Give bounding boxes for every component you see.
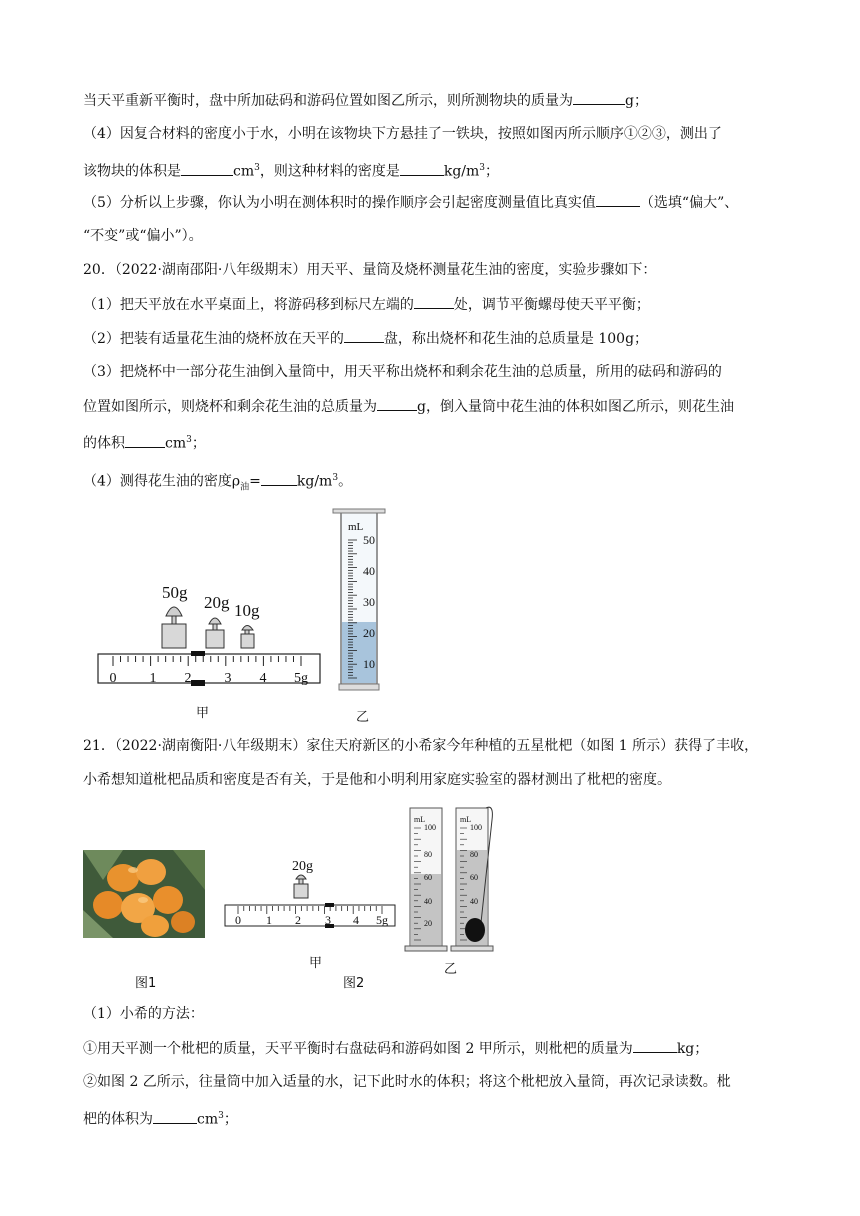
text-line	[83, 468, 352, 497]
answer-blank	[596, 192, 640, 207]
text: cm	[165, 435, 187, 452]
answer-blank	[181, 161, 233, 176]
weight-10g	[241, 626, 254, 649]
text: cm	[197, 1111, 219, 1128]
cylinder-label: 60	[424, 873, 432, 882]
text-line	[83, 294, 650, 315]
weight-50g	[162, 607, 186, 648]
subscript: 油	[240, 482, 250, 493]
scale-label: 4	[353, 913, 359, 927]
cylinder-label: 40	[470, 897, 478, 906]
scale-label: 0	[109, 671, 117, 686]
figure-caption: 图2	[343, 976, 365, 991]
figure-caption: 图1	[135, 976, 157, 991]
figure-caption: 甲	[309, 956, 323, 971]
text: （2）把装有适量花生油的烧杯放在天平的	[83, 331, 344, 347]
text: ；	[485, 163, 500, 180]
weight-20g	[294, 875, 308, 898]
superscript: 3	[479, 163, 486, 173]
figure2-cylinders	[400, 800, 500, 955]
text: （4）因复合材料的密度小于水，小明在该物块下方悬挂了一铁块，按照如图丙所示顺序①②③，测出了	[83, 126, 722, 142]
text: 21．（2022·湖南衡阳·八年级期末）家住天府新区的小希家今年种植的五星枇杷（如图 1 所示）获得了丰收，	[83, 738, 759, 754]
text: （3）把烧杯中一部分花生油倒入量筒中，用天平称出烧杯和剩余花生油的总质量，所用的砝码和游码的	[83, 364, 722, 380]
text: 位置如图所示，则烧杯和剩余花生油的总质量为	[83, 399, 377, 415]
cylinder-rim	[333, 509, 385, 513]
rider-scale	[225, 905, 395, 926]
scale-label: 2	[184, 671, 192, 686]
answer-blank	[573, 90, 625, 105]
text: g，倒入量筒中花生油的体积如图乙所示，则花生油	[417, 399, 734, 415]
answer-blank	[414, 294, 454, 309]
answer-blank	[400, 161, 444, 176]
scale-label: 2	[295, 913, 301, 927]
text: ，则这种材料的密度是	[259, 163, 400, 180]
question-21	[83, 736, 758, 756]
text-line	[83, 124, 722, 144]
answer-blank	[153, 1109, 197, 1124]
cylinder-base	[405, 946, 447, 951]
answer-blank	[344, 328, 384, 343]
text: cm	[233, 163, 255, 180]
rider-scale	[98, 654, 320, 683]
text: 该物块的体积是	[83, 163, 181, 180]
answer-blank	[261, 471, 297, 486]
text-line	[83, 90, 648, 111]
cylinder-label: 20	[363, 626, 375, 640]
text: 20．（2022·湖南邵阳·八年级期末）用天平、量筒及烧杯测量花生油的密度，实验步骤如下：	[83, 262, 657, 278]
weight-20g	[206, 618, 224, 648]
text: “不变”或“偏小”）。	[83, 228, 203, 244]
cylinder-base	[339, 684, 379, 690]
text: 的体积	[83, 435, 125, 452]
text: （选填“偏大”、	[639, 195, 739, 211]
unit-label: mL	[460, 815, 472, 824]
scale-label: 1	[149, 671, 157, 686]
text: ①用天平测一个枇杷的质量，天平平衡时右盘砝码和游码如图 2 甲所示，则枇杷的质量为	[83, 1041, 633, 1057]
text-line	[83, 158, 499, 182]
loquat-submerged	[465, 918, 485, 942]
text: ；	[191, 435, 206, 452]
scale-label: 3	[325, 913, 331, 927]
scale-label: 0	[235, 913, 241, 927]
answer-blank	[125, 433, 165, 448]
rider	[191, 680, 205, 686]
rider	[191, 651, 205, 656]
text: ②如图 2 乙所示，往量筒中加入适量的水，记下此时水的体积；将这个枇杷放入量筒，再次记录读数。枇	[83, 1074, 731, 1090]
scale-label: 4	[259, 671, 267, 686]
cylinder-label: 10	[363, 657, 375, 671]
text: kg；	[676, 1041, 709, 1057]
cylinder-label: 40	[424, 897, 432, 906]
cylinder-label: 80	[424, 850, 432, 859]
cylinder-base	[451, 946, 493, 951]
text-line	[83, 1072, 731, 1092]
superscript: 3	[186, 435, 192, 445]
answer-blank	[633, 1038, 677, 1053]
superscript: 3	[218, 1111, 224, 1121]
text-line	[83, 362, 722, 382]
superscript: 3	[332, 473, 339, 483]
text: g；	[625, 93, 648, 109]
text: ；	[223, 1111, 238, 1128]
cylinder-label: 40	[363, 564, 375, 578]
scale-label: 1	[266, 913, 272, 927]
weight-label: 50g	[162, 583, 188, 602]
text: kg/m	[443, 163, 480, 180]
figure-caption: 甲	[196, 706, 210, 721]
text-line	[83, 1004, 204, 1024]
figure-caption: 乙	[444, 962, 458, 977]
figure-measuring-cylinder	[328, 500, 388, 700]
loquat-photo	[83, 850, 205, 938]
weight-label: 10g	[234, 601, 260, 620]
text-line	[83, 770, 671, 790]
unit-label: mL	[348, 521, 364, 533]
cylinder-label: 100	[424, 823, 436, 832]
question-20	[83, 260, 656, 280]
cylinder-label: 100	[470, 823, 482, 832]
scale-label: 5g	[294, 671, 308, 686]
text: 杷的体积为	[83, 1111, 153, 1128]
text: 小希想知道枇杷品质和密度是否有关，于是他和小明利用家庭实验室的器材测出了枇杷的密度。	[83, 772, 671, 788]
text-line	[83, 192, 738, 213]
text: 当天平重新平衡时，盘中所加砝码和游码位置如图乙所示，则所测物块的质量为	[83, 93, 573, 109]
figure2-balance-scale	[220, 850, 400, 940]
text: （4）测得花生油的密度ρ	[83, 473, 241, 490]
unit-label: mL	[414, 815, 426, 824]
text-line	[83, 430, 206, 454]
cylinder-label: 80	[470, 850, 478, 859]
text: 处，调节平衡螺母使天平平衡；	[453, 297, 650, 313]
text: 。	[338, 473, 353, 490]
water	[411, 874, 441, 947]
text: （5）分析以上步骤，你认为小明在测体积时的操作顺序会引起密度测量值比真实值	[83, 195, 596, 211]
cylinder-label: 60	[470, 873, 478, 882]
cylinder-label: 50	[363, 533, 375, 547]
text-line	[83, 1038, 708, 1059]
text: 盘，称出烧杯和花生油的总质量是 100g；	[383, 331, 649, 347]
text-line	[83, 396, 734, 417]
scale-label: 3	[224, 671, 232, 686]
text: （1）小希的方法：	[83, 1006, 204, 1022]
figure-caption: 乙	[356, 710, 370, 725]
text: （1）把天平放在水平桌面上，将游码移到标尺左端的	[83, 297, 414, 313]
cylinder-label: 20	[424, 919, 432, 928]
answer-blank	[377, 396, 417, 411]
cylinder-label: 30	[363, 595, 375, 609]
text: =	[249, 473, 261, 490]
text: kg/m	[296, 473, 333, 490]
weight-label: 20g	[204, 593, 230, 612]
text-line	[83, 328, 648, 349]
weight-label: 20g	[292, 859, 313, 874]
scale-label: 5g	[376, 913, 388, 927]
text-line	[83, 1106, 238, 1130]
text-line	[83, 226, 203, 246]
superscript: 3	[254, 163, 260, 173]
rider	[325, 903, 334, 907]
